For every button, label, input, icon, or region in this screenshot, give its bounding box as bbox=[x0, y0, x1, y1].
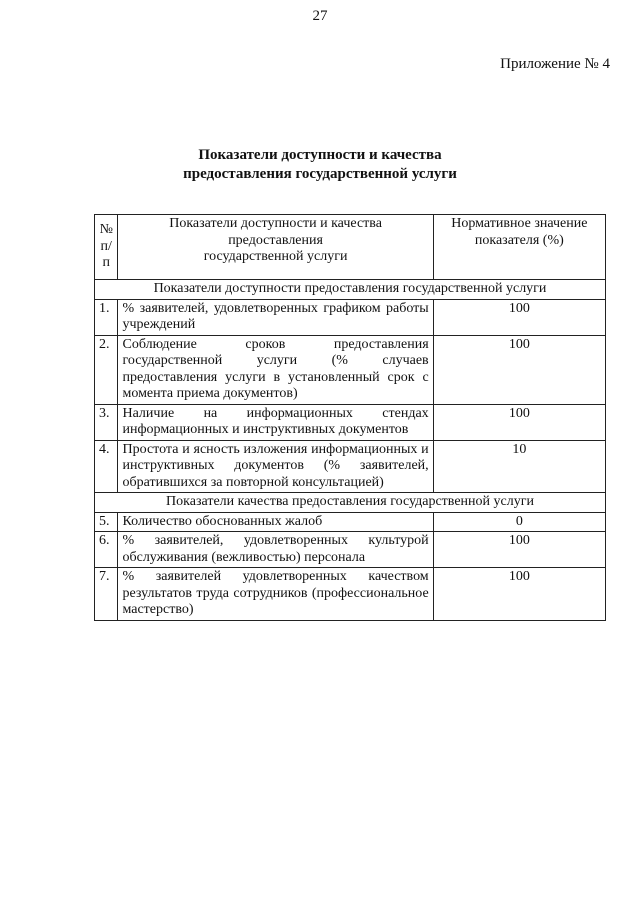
row-value: 10 bbox=[433, 440, 605, 493]
indicators-table bbox=[94, 214, 606, 621]
title-line-2: предоставления государственной услуги bbox=[183, 166, 457, 182]
row-value: 100 bbox=[433, 299, 605, 335]
header-num: № п/п bbox=[95, 215, 118, 280]
row-number: 4. bbox=[95, 440, 118, 493]
table-row bbox=[95, 440, 606, 493]
row-indicator: % заявителей, удовлетворенных культурой обслуживания (вежливостью) персонала bbox=[118, 532, 433, 568]
table-row bbox=[95, 532, 606, 568]
header-name: Показатели доступности и качества предоставления государственной услуги bbox=[118, 215, 433, 280]
row-value: 0 bbox=[433, 512, 605, 532]
row-number: 5. bbox=[95, 512, 118, 532]
row-number: 3. bbox=[95, 404, 118, 440]
row-value: 100 bbox=[433, 404, 605, 440]
section-title-accessibility: Показатели доступности предоставления государственной услуги bbox=[95, 280, 606, 300]
row-indicator: Количество обоснованных жалоб bbox=[118, 512, 433, 532]
row-value: 100 bbox=[433, 532, 605, 568]
row-indicator: Наличие на информационных стендах информационных и инструктивных документов bbox=[118, 404, 433, 440]
row-number: 7. bbox=[95, 568, 118, 621]
row-indicator: Простота и ясность изложения информационных и инструктивных документов (% заявителей, обратившихся за повторной консультацией) bbox=[118, 440, 433, 493]
table-row bbox=[95, 568, 606, 621]
document-title bbox=[0, 146, 640, 184]
title-line-1: Показатели доступности и качества bbox=[198, 147, 442, 163]
row-indicator: Соблюдение сроков предоставления государственной услуги (% случаев предоставления услуги в установленный срок с момента приема документов) bbox=[118, 335, 433, 404]
section-row-quality bbox=[95, 493, 606, 513]
page-number: 27 bbox=[312, 8, 328, 24]
table-header-row bbox=[95, 215, 606, 280]
table-row bbox=[95, 404, 606, 440]
header-norm: Нормативное значение показателя (%) bbox=[433, 215, 605, 280]
section-2-rows bbox=[95, 512, 606, 620]
row-number: 2. bbox=[95, 335, 118, 404]
row-value: 100 bbox=[433, 568, 605, 621]
table-row bbox=[95, 512, 606, 532]
table-row bbox=[95, 299, 606, 335]
table-row bbox=[95, 335, 606, 404]
row-value: 100 bbox=[433, 335, 605, 404]
section-row-accessibility bbox=[95, 280, 606, 300]
appendix-label: Приложение № 4 bbox=[500, 56, 610, 72]
row-indicator: % заявителей удовлетворенных качеством результатов труда сотрудников (профессиональное мастерство) bbox=[118, 568, 433, 621]
row-indicator: % заявителей, удовлетворенных графиком работы учреждений bbox=[118, 299, 433, 335]
row-number: 6. bbox=[95, 532, 118, 568]
section-1-rows bbox=[95, 299, 606, 493]
row-number: 1. bbox=[95, 299, 118, 335]
section-title-quality: Показатели качества предоставления государственной услуги bbox=[95, 493, 606, 513]
